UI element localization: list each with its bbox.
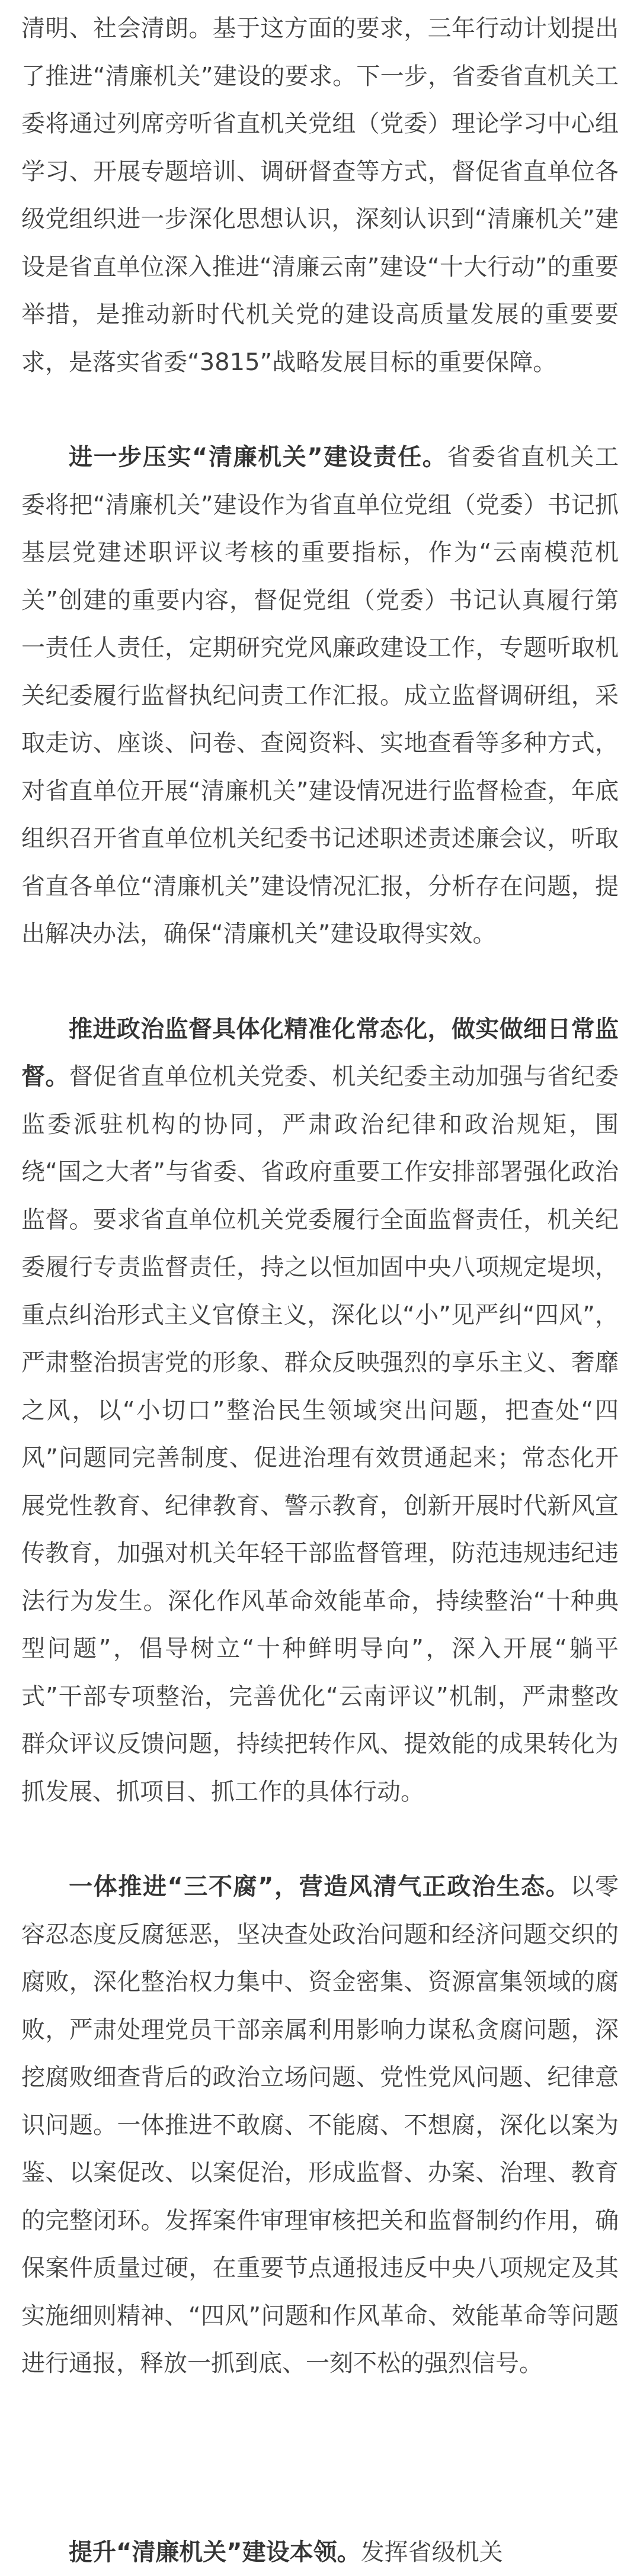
paragraph-2-lead: 进一步压实“清廉机关”建设责任。 [69, 444, 447, 471]
paragraph-1-body: 清明、社会清朗。基于这方面的要求，三年行动计划提出了推进“清廉机关”建设的要求。下一步，省委省直机关工委将通过列席旁听省直机关党组（党委）理论学习中心组学习、开展专题培训、调研督查等方式，督促省直单位各级党组织进一步深化思想认识，深刻认识到“清廉机关”建设是省直单位深入推进“清廉云南”建设“十大行动”的重要举措，是推动新时代机关党的建设高质量发展的重要要求，是落实省委“3815”战略发展目标的重要保障。 [21, 15, 619, 376]
article-body [21, 5, 619, 2388]
paragraph-3-body: 督促省直单位机关党委、机关纪委主动加强与省纪委监委派驻机构的协同，严肃政治纪律和政治规矩，围绕“国之大者”与省委、省政府重要工作安排部署强化政治监督。要求省直单位机关党委履行全面监督责任，机关纪委履行专责监督责任，持之以恒加固中央八项规定堤坝，重点纠治形式主义官僚主义，深化以“小”见严纠“四风”，严肃整治损害党的形象、群众反映强烈的享乐主义、奢靡之风，以“小切口”整治民生领域突出问题，把查处“四风”问题同完善制度、促进治理有效贯通起来；常态化开展党性教育、纪律教育、警示教育，创新开展时代新风宣传教育，加强对机关年轻干部监督管理，防范违规违纪违法行为发生。深化作风革命效能革命，持续整治“十种典型问题”，倡导树立“十种鲜明导向”，深入开展“躺平式”干部专项整治，完善优化“云南评议”机制，严肃整改群众评议反馈问题，持续把转作风、提效能的成果转化为抓发展、抓项目、抓工作的具体行动。 [21, 1063, 619, 1806]
paragraph-3 [21, 1006, 619, 1816]
paragraph-5-lead: 提升“清廉机关”建设本领。 [69, 2539, 361, 2566]
paragraph-4 [21, 1863, 619, 2388]
paragraph-2 [21, 433, 619, 958]
paragraph-2-body: 省委省直机关工委将把“清廉机关”建设作为省直单位党组（党委）书记抓基层党建述职评议考核的重要指标，作为“云南模范机关”创建的重要内容，督促党组（党委）书记认真履行第一责任人责任，定期研究党风廉政建设工作，专题听取机关纪委履行监督执纪问责工作汇报。成立监督调研组，采取走访、座谈、问卷、查阅资料、实地查看等多种方式，对省直单位开展“清廉机关”建设情况进行监督检查，年底组织召开省直单位机关纪委书记述职述责述廉会议，听取省直各单位“清廉机关”建设情况汇报，分析存在问题，提出解决办法，确保“清廉机关”建设取得实效。 [21, 444, 619, 947]
paragraph-3-lead: 推进政治监督具体化精准化常态化，做实做细日常监督。 [21, 1015, 619, 1090]
paragraph-5-body: 发挥省级机关 [360, 2539, 503, 2566]
paragraph-1 [21, 5, 619, 386]
paragraph-4-body: 以零容忍态度反腐惩恶，坚决查处政治问题和经济问题交织的腐败，深化整治权力集中、资金密集、资源富集领域的腐败，严肃处理党员干部亲属利用影响力谋私贪腐问题，深挖腐败细查背后的政治立场问题、党性党风问题、纪律意识问题。一体推进不敢腐、不能腐、不想腐，深化以案为鉴、以案促改、以案促治，形成监督、办案、治理、教育的完整闭环。发挥案件审理审核把关和监督制约作用，确保案件质量过硬，在重要节点通报违反中央八项规定及其实施细则精神、“四风”问题和作风革命、效能革命等问题进行通报，释放一抓到底、一刻不松的强烈信号。 [21, 1873, 619, 2377]
paragraph-4-lead: 一体推进“三不腐”，营造风清气正政治生态。 [69, 1873, 571, 1900]
paragraph-5-partial [21, 2529, 619, 2576]
